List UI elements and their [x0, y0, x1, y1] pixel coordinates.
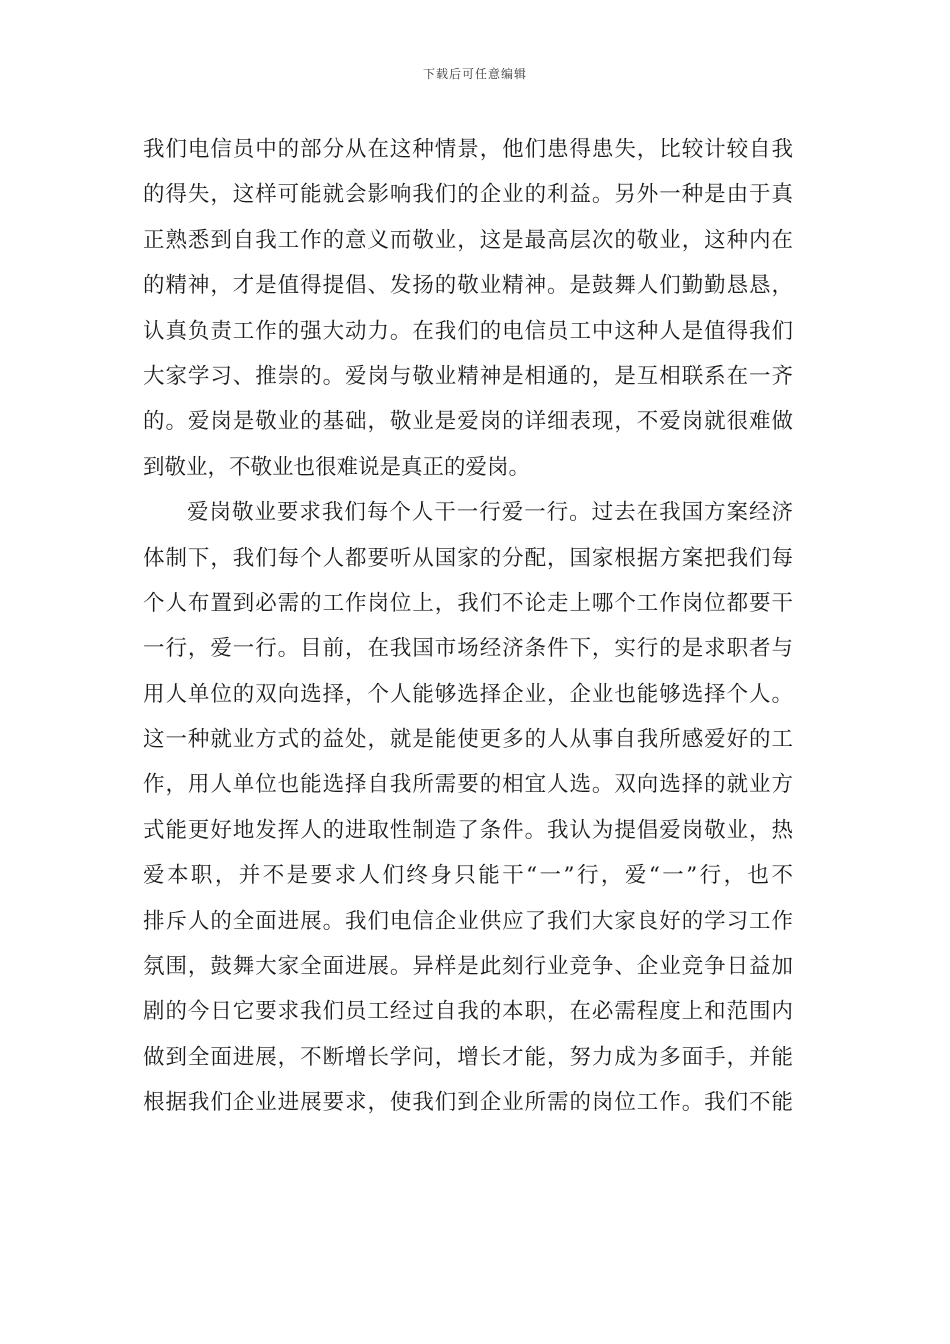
text-line: 用人单位的双向选择，个人能够选择企业，企业也能够选择个人。: [143, 681, 793, 707]
text-line: 的精神，才是值得提倡、发扬的敬业精神。是鼓舞人们勤勤恳恳，: [143, 273, 793, 299]
text-line: 正熟悉到自我工作的意义而敬业，这是最高层次的敬业，这种内在: [143, 227, 793, 253]
text-line: 剧的今日它要求我们员工经过自我的本职，在必需程度上和范围内: [143, 999, 793, 1025]
text-line: 体制下，我们每个人都要听从国家的分配，国家根据方案把我们每: [143, 545, 793, 571]
text-line: 爱岗敬业要求我们每个人干一行爱一行。过去在我国方案经济: [187, 500, 793, 526]
text-line: 做到全面进展，不断增长学问，增长才能，努力成为多面手，并能: [143, 1044, 793, 1070]
text-line: 作，用人单位也能选择自我所需要的相宜人选。双向选择的就业方: [143, 772, 793, 798]
paragraph-2: [143, 490, 793, 1125]
text-line: 一行，爱一行。目前，在我国市场经济条件下，实行的是求职者与: [143, 636, 793, 662]
text-line: 认真负责工作的强大动力。在我们的电信员工中这种人是值得我们: [143, 318, 793, 344]
text-line: 个人布置到必需的工作岗位上，我们不论走上哪个工作岗位都要干: [143, 590, 793, 616]
text-line: 这一种就业方式的益处，就是能使更多的人从事自我所感爱好的工: [143, 727, 793, 753]
text-line: 到敬业，不敬业也很难说是真正的爱岗。: [143, 454, 531, 480]
paragraph-1: [143, 127, 793, 490]
text-line: 爱本职，并不是要求人们终身只能干“一”行，爱“一”行，也不: [143, 863, 793, 889]
text-line: 的。爱岗是敬业的基础，敬业是爱岗的详细表现，不爱岗就很难做: [143, 409, 793, 435]
text-line: 大家学习、推崇的。爱岗与敬业精神是相通的，是互相联系在一齐: [143, 363, 793, 389]
text-line: 的得失，这样可能就会影响我们的企业的利益。另外一种是由于真: [143, 182, 793, 208]
text-line: 式能更好地发挥人的进取性制造了条件。我认为提倡爱岗敬业，热: [143, 817, 793, 843]
text-line: 我们电信员中的部分从在这种情景，他们患得患失，比较计较自我: [143, 137, 793, 162]
document-body: [143, 127, 793, 1126]
text-line: 排斥人的全面进展。我们电信企业供应了我们大家良好的学习工作: [143, 908, 793, 934]
page-header: 下载后可任意编辑: [422, 67, 527, 81]
text-line: 氛围，鼓舞大家全面进展。异样是此刻行业竞争、企业竞争日益加: [143, 954, 793, 980]
text-line: 根据我们企业进展要求，使我们到企业所需的岗位工作。我们不能: [143, 1090, 793, 1116]
